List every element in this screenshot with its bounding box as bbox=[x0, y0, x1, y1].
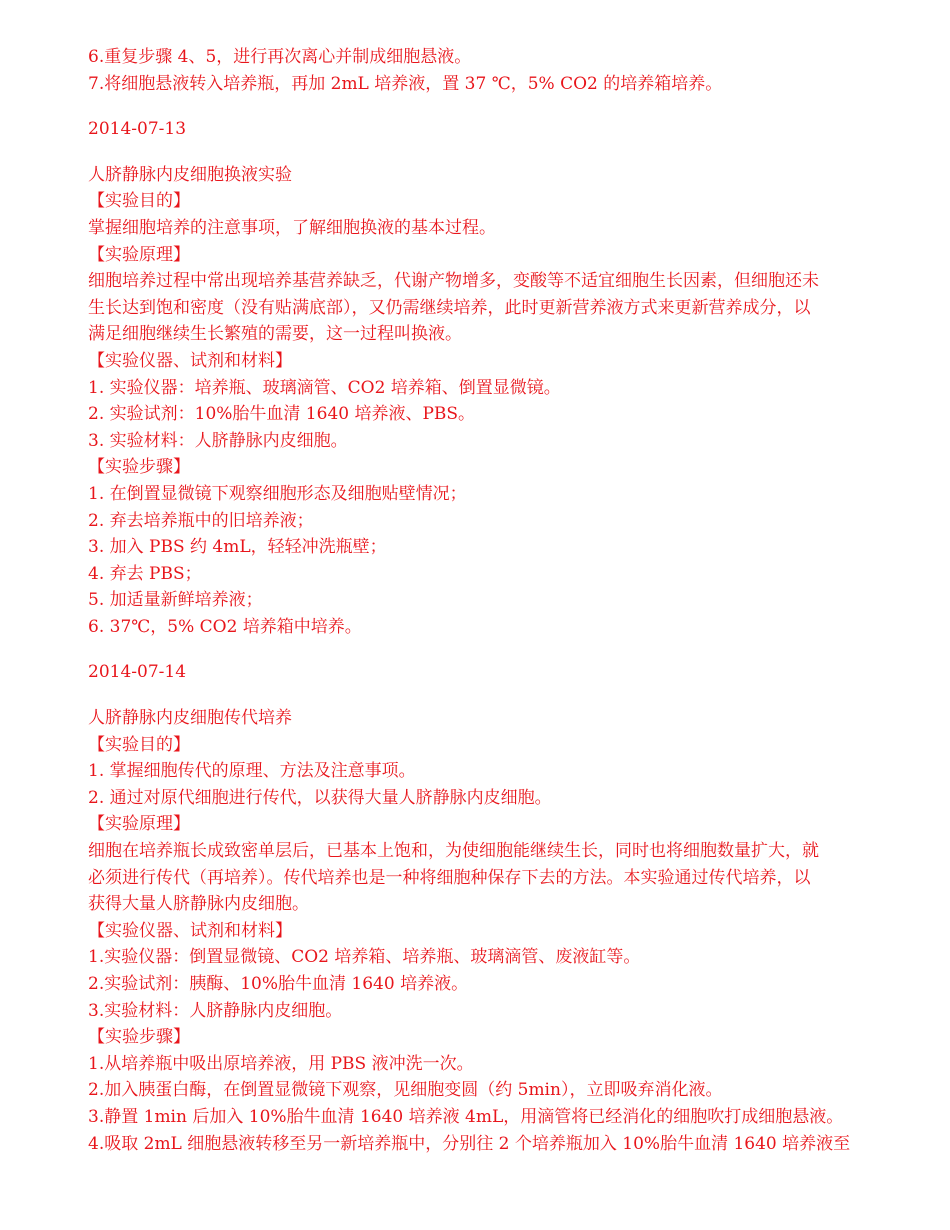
step-item: 1. 在倒置显微镜下观察细胞形态及细胞贴壁情况； bbox=[88, 483, 467, 504]
section-heading-steps: 【实验步骤】 bbox=[88, 457, 190, 478]
step-item: 5. 加适量新鲜培养液； bbox=[88, 590, 263, 611]
section-heading-principle: 【实验原理】 bbox=[88, 814, 190, 835]
section-heading-steps: 【实验步骤】 bbox=[88, 1027, 190, 1048]
purpose-item: 1. 掌握细胞传代的原理、方法及注意事项。 bbox=[88, 761, 416, 782]
materials-item: 2.实验试剂：胰酶、10%胎牛血清 1640 培养液。 bbox=[88, 974, 469, 994]
materials-item: 1. 实验仪器：培养瓶、玻璃滴管、CO2 培养箱、倒置显微镜。 bbox=[88, 377, 561, 398]
materials-item: 1.实验仪器：倒置显微镜、CO2 培养箱、培养瓶、玻璃滴管、废液缸等。 bbox=[88, 947, 641, 968]
section-heading-materials: 【实验仪器、试剂和材料】 bbox=[88, 350, 292, 371]
step-item: 3. 加入 PBS 约 4mL，轻轻冲洗瓶壁； bbox=[88, 537, 387, 558]
principle-line: 细胞在培养瓶长成致密单层后，已基本上饱和，为使细胞能继续生长，同时也将细胞数量扩大，就 bbox=[88, 841, 819, 862]
section-heading-purpose: 【实验目的】 bbox=[88, 734, 190, 755]
step-item: 1.从培养瓶中吸出原培养液，用 PBS 液冲洗一次。 bbox=[88, 1053, 474, 1074]
purpose-text: 掌握细胞培养的注意事项，了解细胞换液的基本过程。 bbox=[88, 217, 496, 238]
spacer bbox=[88, 686, 894, 705]
spacer bbox=[88, 640, 894, 659]
principle-line: 满足细胞继续生长繁殖的需要，这一过程叫换液。 bbox=[88, 324, 462, 345]
step-item: 6. 37℃，5% CO2 培养箱中培养。 bbox=[88, 616, 362, 637]
materials-item: 2. 实验试剂：10%胎牛血清 1640 培养液、PBS。 bbox=[88, 404, 476, 425]
experiment-title: 人脐静脉内皮细胞换液实验 bbox=[88, 164, 292, 185]
step-item: 2.加入胰蛋白酶，在倒置显微镜下观察，见细胞变圆（约 5min），立即吸弃消化液。 bbox=[88, 1080, 723, 1101]
principle-line: 生长达到饱和密度（没有贴满底部），又仍需继续培养，此时更新营养液方式来更新营养成分，以 bbox=[88, 297, 811, 318]
entry-date: 2014-07-14 bbox=[88, 662, 187, 683]
step-item: 2. 弃去培养瓶中的旧培养液； bbox=[88, 510, 314, 531]
principle-line: 细胞培养过程中常出现培养基营养缺乏，代谢产物增多，变酸等不适宜细胞生长因素，但细胞还未 bbox=[88, 271, 819, 292]
step-line: 6.重复步骤 4、5，进行再次离心并制成细胞悬液。 bbox=[88, 47, 472, 67]
section-heading-principle: 【实验原理】 bbox=[88, 244, 190, 265]
materials-item: 3.实验材料：人脐静脉内皮细胞。 bbox=[88, 1000, 343, 1021]
step-item: 4. 弃去 PBS； bbox=[88, 563, 202, 584]
section-heading-purpose: 【实验目的】 bbox=[88, 191, 190, 212]
principle-line: 获得大量人脐静脉内皮细胞。 bbox=[88, 894, 309, 915]
section-heading-materials: 【实验仪器、试剂和材料】 bbox=[88, 920, 292, 941]
principle-line: 必须进行传代（再培养）。传代培养也是一种将细胞种保存下去的方法。本实验通过传代培养，以 bbox=[88, 867, 811, 888]
purpose-item: 2. 通过对原代细胞进行传代，以获得大量人脐静脉内皮细胞。 bbox=[88, 787, 552, 808]
step-item: 4.吸取 2mL 细胞悬液转移至另一新培养瓶中，分别往 2 个培养瓶加入 10%胎牛血清 1640 培养液至 bbox=[88, 1133, 851, 1154]
materials-item: 3. 实验材料：人脐静脉内皮细胞。 bbox=[88, 430, 348, 451]
spacer bbox=[88, 143, 894, 162]
experiment-title: 人脐静脉内皮细胞传代培养 bbox=[88, 708, 292, 729]
document-page bbox=[88, 44, 894, 1157]
spacer bbox=[88, 97, 894, 116]
entry-date: 2014-07-13 bbox=[88, 119, 187, 140]
step-line: 7.将细胞悬液转入培养瓶，再加 2mL 培养液，置 37 ℃，5% CO2 的培养箱培养。 bbox=[88, 73, 723, 94]
step-item: 3.静置 1min 后加入 10%胎牛血清 1640 培养液 4mL，用滴管将已经消化的细胞吹打成细胞悬液。 bbox=[88, 1106, 844, 1127]
